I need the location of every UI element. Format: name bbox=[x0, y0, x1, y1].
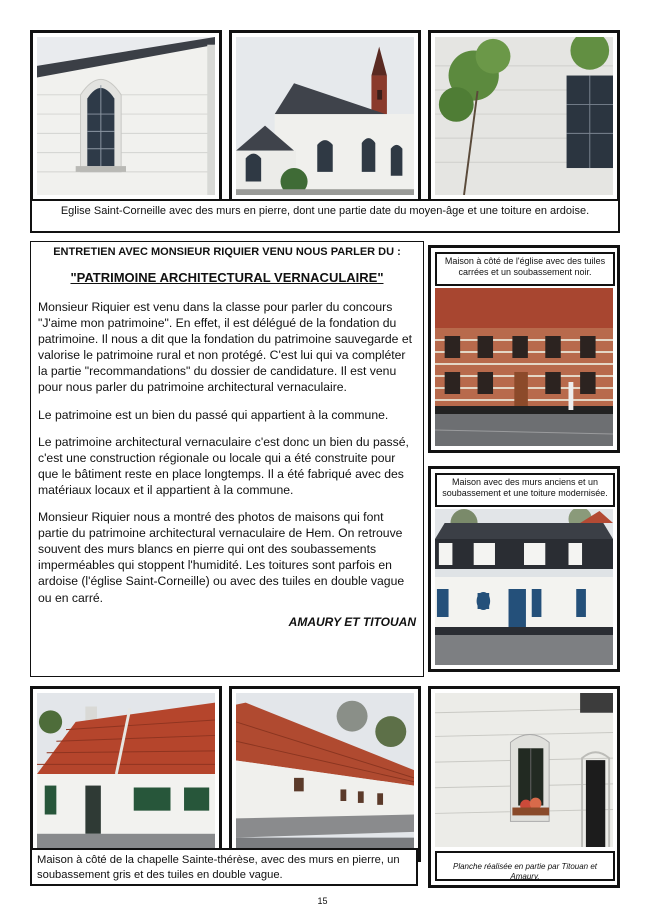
church-wall-photo-frame bbox=[30, 30, 222, 202]
chapel-house-photo bbox=[37, 693, 215, 855]
house1-photo bbox=[435, 288, 613, 446]
church-detail-photo bbox=[435, 37, 613, 195]
church-detail-photo-frame bbox=[428, 30, 620, 202]
article-authors: AMAURY ET TITOUAN bbox=[288, 614, 416, 629]
article-paragraph-4: Monsieur Riquier nous a montré des photos de maisons qui font partie du patrimoine architectural vernaculaire de Hem. On retrouve souvent des murs blancs en pierre qui ont des soubassements imperméables qui stoppent l'humidité. Les toitures sont parfois en ardoise (l'église Saint-Corneille) ou avec des tuiles en double vague ou en carré. bbox=[38, 510, 405, 605]
church-view-photo-frame bbox=[229, 30, 421, 202]
article-paragraph-1: Monsieur Riquier est venu dans la classe pour parler du concours "J'aime mon patrimoine". En effet, il est délégué de la fondation du patrimoine. Il nous a dit que la fondation du patrimoine sauvegarde et valorise le patrimoine rural et non protégé. C'est lui qui va compléter la partie "recommandations" du dossier de candidature. Il est venu pour nous parler du patrimoine architectural vernaculaire. bbox=[38, 300, 412, 395]
long-house-photo bbox=[236, 693, 414, 855]
house1-caption bbox=[435, 252, 615, 286]
church-caption-text: Eglise Saint-Corneille avec des murs en pierre, dont une partie date du moyen-âge et une toiture en ardoise. bbox=[60, 205, 590, 217]
house2-caption bbox=[435, 473, 615, 507]
chapel-caption bbox=[30, 848, 418, 886]
house2-caption-text: Maison avec des murs anciens et un soubassement et une toiture modernisée. bbox=[442, 477, 608, 498]
credit-caption bbox=[435, 851, 615, 881]
page-number: 15 bbox=[317, 896, 328, 906]
house1-frame bbox=[428, 245, 620, 453]
house1-caption-text: Maison à côté de l'église avec des tuiles carrées et un soubassement noir. bbox=[444, 256, 606, 277]
church-caption bbox=[30, 199, 620, 233]
article-box bbox=[30, 241, 424, 677]
house2-photo bbox=[435, 509, 613, 665]
article-paragraph-3: Le patrimoine architectural vernaculaire c'est donc un bien du passé, c'est une construction régionale ou locale qui a été construite pour que le bâtiment reste en place longtemps. Il a été fabriqué avec des matériaux locaux et il appartient à la commune. bbox=[38, 434, 409, 497]
stone-wall-photo-frame bbox=[428, 686, 620, 888]
article-paragraph-2: Le patrimoine est un bien du passé qui appartient à la commune. bbox=[38, 407, 389, 422]
article-title: "PATRIMOINE ARCHITECTURAL VERNACULAIRE" bbox=[70, 270, 384, 285]
article-heading: ENTRETIEN AVEC MONSIEUR RIQUIER VENU NOUS PARLER DU : bbox=[53, 246, 401, 258]
church-view-photo bbox=[236, 37, 414, 195]
long-house-photo-frame bbox=[229, 686, 421, 862]
church-wall-photo bbox=[37, 37, 215, 195]
house2-frame bbox=[428, 466, 620, 672]
chapel-house-photo-frame bbox=[30, 686, 222, 862]
credit-caption-text: Planche réalisée en partie par Titouan et Amaury. bbox=[452, 862, 598, 881]
chapel-caption-text: Maison à côté de la chapelle Sainte-thérèse, avec des murs en pierre, un soubassement gris et des tuiles en double vague. bbox=[37, 854, 400, 882]
stone-wall-photo bbox=[435, 693, 613, 847]
